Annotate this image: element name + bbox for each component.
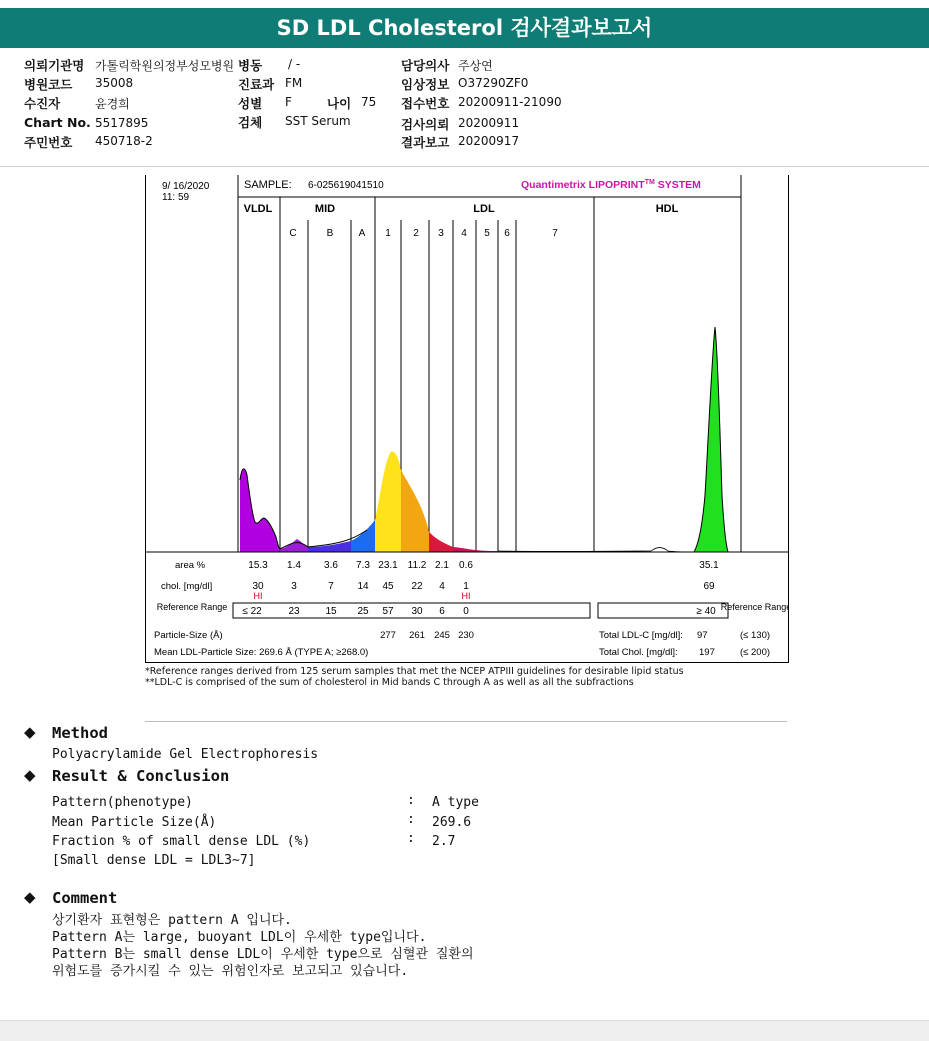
result-label: Mean Particle Size(Å) — [52, 815, 217, 830]
comment-line: 위험도를 증가시킬 수 있는 위험인자로 보고되고 있습니다. — [52, 964, 409, 979]
group-label-vldl: VLDL — [243, 203, 273, 215]
ref-range-label-right: Reference Range — [720, 602, 788, 612]
area-value: 1.4 — [287, 560, 301, 571]
peak-ldl-1 — [375, 451, 401, 552]
band-label-7: 7 — [552, 228, 558, 239]
area-value: 23.1 — [378, 560, 398, 571]
diamond-bullet-icon: ◆ — [24, 723, 36, 741]
chol-label: chol. [mg/dl] — [161, 581, 213, 592]
report-date: 9/ 16/2020 — [162, 181, 210, 192]
result-colon: : — [407, 831, 415, 846]
method-heading: Method — [52, 724, 108, 742]
peak-hdl — [694, 327, 728, 552]
info-value: 35008 — [95, 76, 134, 90]
chol-value: 22 — [411, 581, 423, 592]
ref-value: 15 — [325, 606, 337, 617]
diamond-bullet-icon: ◆ — [24, 888, 36, 906]
info-label: 성별 — [238, 96, 263, 111]
peak-mid-c — [280, 539, 308, 552]
result-value: 2.7 — [432, 834, 456, 849]
chol-value: 14 — [357, 581, 369, 592]
result-value: A type — [432, 795, 479, 810]
info-value: F — [285, 95, 292, 109]
chol-value: 7 — [328, 581, 334, 592]
total-ldl-label: Total LDL-C [mg/dl]: — [599, 630, 683, 641]
mean-ldl-particle-size: Mean LDL-Particle Size: 269.6 Å (TYPE A; ≥268.0) — [154, 647, 369, 658]
comment-line: Pattern B는 small dense LDL이 우세한 type으로 심혈관 질환의 — [52, 947, 474, 962]
info-label: 결과보고 — [401, 135, 450, 150]
particle-size-value: 230 — [458, 630, 474, 641]
info-value: O37290ZF0 — [458, 76, 529, 90]
result-heading: Result & Conclusion — [52, 767, 230, 785]
peak-mid-a — [351, 520, 375, 552]
info-value: FM — [285, 76, 303, 90]
info-label: 나이 — [327, 96, 352, 111]
result-value: 269.6 — [432, 815, 472, 830]
peak-ldl-4 — [453, 547, 476, 552]
info-label: 검체 — [238, 115, 263, 130]
band-label-a: A — [358, 228, 366, 239]
band-label-5: 5 — [484, 228, 490, 239]
info-label: 진료과 — [238, 77, 275, 92]
info-value: SST Serum — [285, 114, 351, 128]
area-value: 3.6 — [324, 560, 338, 571]
chol-value: 45 — [382, 581, 394, 592]
hi-flag: HI — [461, 591, 471, 601]
area-label: area % — [175, 560, 206, 571]
group-label-ldl: LDL — [473, 203, 495, 215]
ref-value: 0 — [463, 606, 469, 617]
total-chol-value: 197 — [699, 647, 715, 658]
footnote: *Reference ranges derived from 125 serum samples that met the NCEP ATPIII guidelines for desirable lipid status — [145, 666, 684, 677]
total-chol-label: Total Chol. [mg/dl]: — [599, 647, 678, 658]
info-label: 담당의사 — [401, 58, 450, 73]
chol-value: 3 — [291, 581, 297, 592]
lipoprint-electropherogram — [146, 175, 788, 662]
peak-vldl — [240, 469, 280, 552]
total-chol-ref: (≤ 200) — [740, 647, 771, 658]
info-label: Chart No. — [24, 115, 91, 130]
ref-range-label: Reference Range — [156, 602, 228, 612]
area-value: 2.1 — [435, 560, 449, 571]
info-label: 임상정보 — [401, 77, 450, 92]
info-value: 20200911-21090 — [458, 95, 562, 109]
total-ldl-value: 97 — [697, 630, 708, 641]
peak-ldl-2 — [401, 470, 429, 552]
info-value: 윤경희 — [95, 97, 130, 111]
band-label-b: B — [326, 228, 334, 239]
info-value: / - — [288, 57, 301, 71]
ref-value: 30 — [411, 606, 423, 617]
sample-label: SAMPLE: — [244, 179, 292, 191]
info-value: 5517895 — [95, 116, 149, 130]
total-ldl-ref: (≤ 130) — [740, 630, 771, 641]
result-note: [Small dense LDL = LDL3~7] — [52, 853, 256, 868]
chol-value: 30 — [252, 581, 264, 592]
group-label-hdl: HDL — [655, 203, 679, 215]
baseline-trace — [498, 548, 694, 552]
band-label-6: 6 — [504, 228, 510, 239]
hdl-ref-value: ≥ 40 — [696, 606, 716, 617]
info-label: 병동 — [238, 58, 263, 73]
band-label-1: 1 — [385, 228, 391, 239]
result-colon: : — [407, 793, 415, 808]
area-value: 0.6 — [459, 560, 473, 571]
comment-line: 상기환자 표현형은 pattern A 입니다. — [52, 913, 292, 928]
info-value: 20200911 — [458, 116, 520, 130]
info-value: 450718-2 — [95, 134, 153, 148]
ref-value: 57 — [382, 606, 394, 617]
report-title: SD LDL Cholesterol 검사결과보고서 — [0, 8, 929, 48]
ref-value: 25 — [357, 606, 369, 617]
band-label-c: C — [289, 228, 297, 239]
info-value: 20200917 — [458, 134, 520, 148]
area-value: 15.3 — [248, 560, 268, 571]
hdl-chol-value: 69 — [703, 581, 715, 592]
patient-info-section — [0, 48, 929, 167]
info-value: 가톨릭학원의정부성모병원 — [95, 59, 235, 73]
result-label: Pattern(phenotype) — [52, 795, 193, 810]
chol-value: 1 — [463, 581, 469, 592]
info-label: 수진자 — [24, 96, 61, 111]
report-time: 11: 59 — [162, 192, 190, 203]
band-label-3: 3 — [438, 228, 444, 239]
viewer-bottom-bar — [0, 1020, 929, 1041]
info-label: 병원코드 — [24, 77, 73, 92]
info-label: 검사의뢰 — [401, 117, 450, 132]
area-value: 7.3 — [356, 560, 370, 571]
diamond-bullet-icon: ◆ — [24, 766, 36, 784]
area-value: 11.2 — [407, 560, 427, 571]
section-divider — [145, 721, 787, 722]
system-name: Quantimetrix LIPOPRINT™ SYSTEM — [521, 179, 701, 191]
particle-size-label: Particle-Size (Å) — [154, 630, 223, 641]
lipoprint-report-figure — [145, 175, 789, 663]
hi-flag: HI — [253, 591, 263, 601]
info-value: 주상연 — [458, 59, 493, 73]
chol-value: 4 — [439, 581, 445, 592]
comment-heading: Comment — [52, 889, 118, 907]
result-label: Fraction % of small dense LDL (%) — [52, 834, 311, 849]
ref-value: 6 — [439, 606, 445, 617]
info-label: 접수번호 — [401, 96, 450, 111]
hdl-area-value: 35.1 — [699, 560, 719, 571]
info-value: 75 — [361, 95, 377, 109]
method-text: Polyacrylamide Gel Electrophoresis — [52, 747, 319, 762]
group-label-mid: MID — [314, 203, 336, 215]
ref-value: 23 — [288, 606, 300, 617]
info-label: 의뢰기관명 — [24, 58, 85, 73]
sample-id: 6-025619041510 — [308, 180, 384, 191]
result-colon: : — [407, 812, 415, 827]
info-label: 주민번호 — [24, 135, 73, 150]
band-label-4: 4 — [461, 228, 467, 239]
particle-size-value: 277 — [380, 630, 396, 641]
ref-value: ≤ 22 — [242, 606, 262, 617]
comment-line: Pattern A는 large, buoyant LDL이 우세한 type입니다. — [52, 930, 427, 945]
band-label-2: 2 — [413, 228, 419, 239]
particle-size-value: 245 — [434, 630, 450, 641]
peak-ldl-3 — [429, 532, 453, 552]
particle-size-value: 261 — [409, 630, 425, 641]
footnote: **LDL-C is comprised of the sum of cholesterol in Mid bands C through A as well as all the subfractions — [145, 677, 634, 688]
